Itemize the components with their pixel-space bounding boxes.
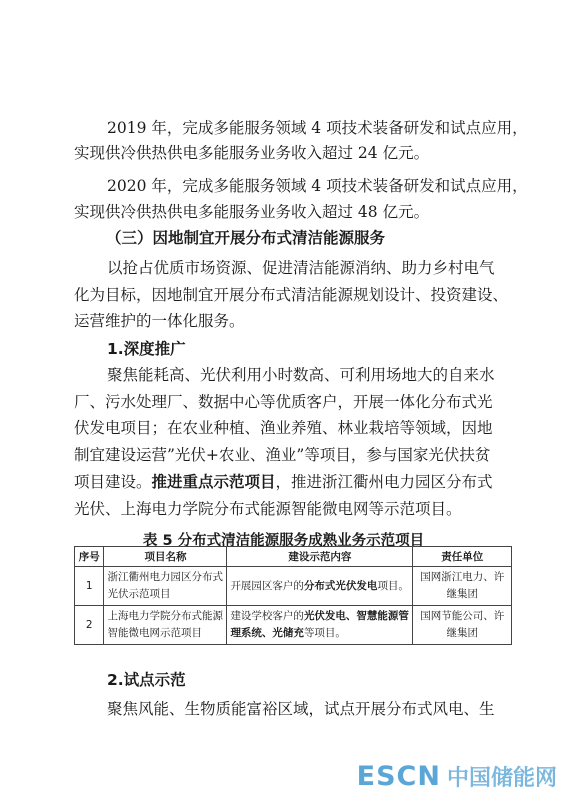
cell-content-c: 项目。 — [377, 579, 409, 592]
header-content: 建设示范内容 — [227, 547, 413, 567]
cell-no: 2 — [75, 606, 104, 645]
sub1-para-line5-bold: 推进重点示范项目 — [151, 473, 276, 491]
sub1-para-line5-c: ，推进浙江衢州电力园区分布式 — [275, 473, 493, 491]
header-no: 序号 — [75, 547, 104, 567]
cell-unit: 国网浙江电力、许继集团 — [413, 567, 512, 606]
cell-content-a: 建设学校客户的 — [230, 610, 304, 622]
cell-content — [227, 567, 413, 606]
escn-watermark — [357, 761, 557, 792]
watermark-cn: 中国储能网 — [446, 766, 557, 791]
table-title: 表 5 分布式清洁能源服务成熟业务示范项目 — [142, 533, 425, 549]
header-name: 项目名称 — [104, 547, 227, 567]
section3-para-line3: 运营维护的一体化服务。 — [74, 312, 245, 330]
sub1-para-line1: 聚焦能耗高、光伏利用小时数高、可利用场地大的自来水 — [107, 366, 495, 384]
cell-content-a: 开展园区客户的 — [230, 579, 304, 592]
para-2019-line1: 2019 年，完成多能服务领域 4 项技术装备研发和试点应用， — [107, 119, 528, 137]
sub1-para-line5-a: 项目建设。 — [74, 473, 152, 491]
cell-no: 1 — [75, 567, 104, 606]
para-2019-line2: 实现供冷供热供电多能服务业务收入超过 24 亿元。 — [74, 144, 430, 162]
sub1-para-line6: 光伏、上海电力学院分布式能源智能微电网等示范项目。 — [74, 500, 462, 518]
header-unit: 责任单位 — [413, 547, 512, 567]
table-row — [75, 567, 512, 606]
sub2-heading: 2.试点示范 — [107, 671, 186, 689]
section3-heading: （三）因地制宜开展分布式清洁能源服务 — [106, 229, 386, 247]
sub2-para-line1: 聚焦风能、生物质能富裕区域，试点开展分布式风电、生 — [107, 700, 495, 718]
demo-projects-table — [74, 546, 512, 645]
para-2020-line2: 实现供冷供热供电多能服务业务收入超过 48 亿元。 — [74, 203, 430, 221]
cell-name: 浙江衢州电力园区分布式光伏示范项目 — [104, 567, 227, 606]
cell-content-c: 等项目。 — [303, 627, 346, 639]
watermark-en: ESCN — [356, 761, 441, 792]
cell-content-bold: 分布式光伏发电 — [303, 579, 378, 592]
cell-content-bold: 光伏发电、智慧能源管理系统、光储充 — [230, 610, 409, 639]
sub1-para-line3: 伏发电项目；在农业种植、渔业养殖、林业栽培等领域，因地 — [74, 419, 493, 437]
sub1-heading: 1.深度推广 — [107, 340, 186, 358]
section3-para-line1: 以抢占优质市场资源、促进清洁能源消纳、助力乡村电气 — [107, 259, 495, 277]
table-row — [75, 606, 512, 645]
cell-unit: 国网节能公司、许继集团 — [413, 606, 512, 645]
sub1-para-line5 — [74, 470, 493, 492]
cell-name: 上海电力学院分布式能源智能微电网示范项目 — [104, 606, 227, 645]
para-2020-line1: 2020 年，完成多能服务领域 4 项技术装备研发和试点应用， — [107, 177, 528, 195]
table-header-row — [75, 547, 512, 567]
cell-content — [227, 606, 413, 645]
section3-para-line2: 化为目标，因地制宜开展分布式清洁能源规划设计、投资建设、 — [74, 286, 509, 304]
sub1-para-line2: 厂、污水处理厂、数据中心等优质客户，开展一体化分布式光 — [74, 393, 493, 411]
sub1-para-line4: 制宜建设运营”光伏+农业、渔业”等项目，参与国家光伏扶贫 — [74, 446, 491, 464]
